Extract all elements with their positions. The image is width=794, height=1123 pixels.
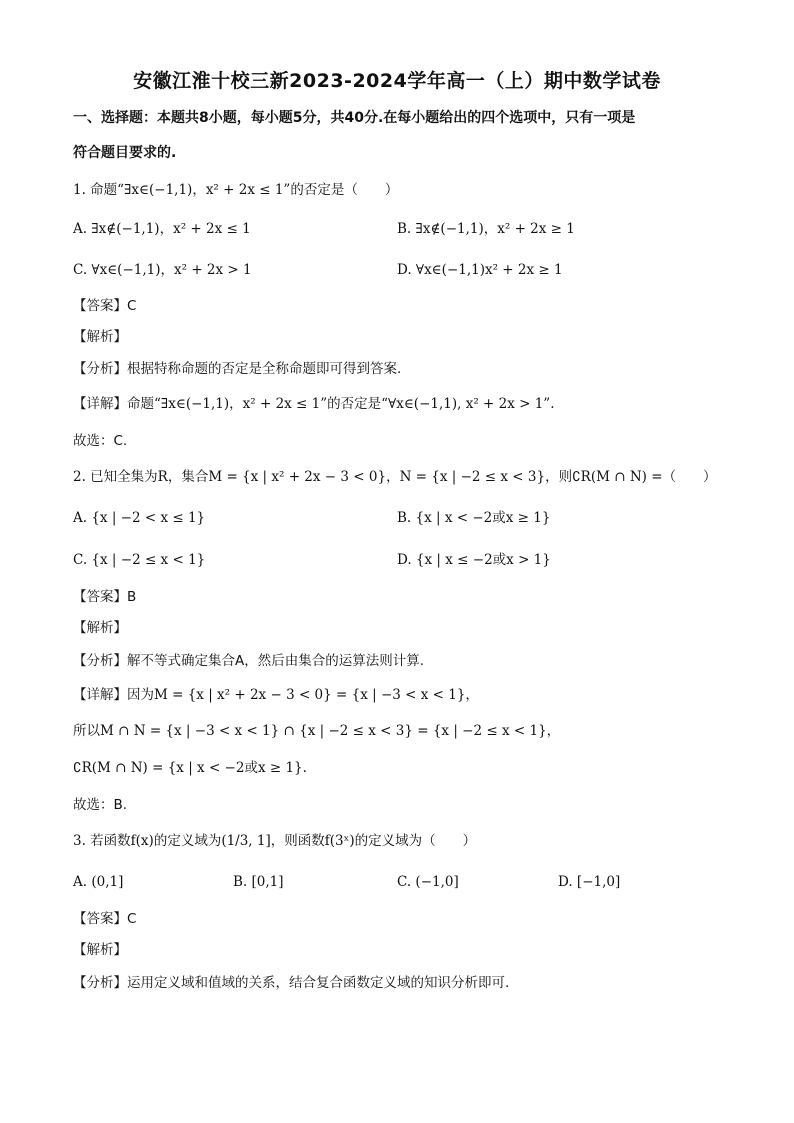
question-3-option-d: D. [−1,0] [558, 874, 621, 890]
question-2-stem: 2. 已知全集为R，集合M = {x | x² + 2x − 3 < 0}，N = {x | −2 ≤ x < 3}，则∁R(M ∩ N) =（ ） [73, 469, 717, 485]
question-1-option-c: C. ∀x∈(−1,1)，x² + 2x > 1 [73, 262, 252, 278]
question-3-option-b: B. [0,1] [233, 874, 284, 890]
question-2-option-c: C. {x | −2 ≤ x < 1} [73, 552, 206, 568]
question-1-analysis: 【分析】根据特称命题的否定是全称命题即可得到答案. [73, 361, 402, 377]
question-2-detail-2: 所以M ∩ N = {x | −3 < x < 1} ∩ {x | −2 ≤ x < 3} = {x | −2 ≤ x < 1}， [73, 723, 561, 739]
question-3-stem: 3. 若函数f(x)的定义域为(1/3, 1]，则函数f(3ˣ)的定义域为（ ） [73, 833, 477, 849]
question-1-choice: 故选：C. [73, 433, 128, 449]
question-3-option-a: A. (0,1] [73, 874, 124, 890]
section-heading-line1: 一、选择题：本题共8小题，每小题5分，共40分.在每小题给出的四个选项中，只有一项是 [73, 110, 636, 126]
question-3-answer: 【答案】C [73, 911, 137, 927]
question-2-choice: 故选：B. [73, 797, 128, 813]
question-2-analysis: 【分析】解不等式确定集合A，然后由集合的运算法则计算. [73, 653, 425, 669]
question-1-option-a: A. ∃x∉(−1,1)，x² + 2x ≤ 1 [73, 221, 251, 237]
question-1-jiexi: 【解析】 [73, 329, 127, 345]
question-2-detail-1: 【详解】因为M = {x | x² + 2x − 3 < 0} = {x | −3 < x < 1}， [73, 687, 479, 703]
question-2-option-b: B. {x | x < −2或x ≥ 1} [397, 510, 551, 526]
question-2-jiexi: 【解析】 [73, 620, 127, 636]
question-1-option-b: B. ∃x∉(−1,1)，x² + 2x ≥ 1 [397, 221, 575, 237]
question-3-analysis: 【分析】运用定义域和值域的关系，结合复合函数定义域的知识分析即可. [73, 975, 510, 991]
section-heading-line2: 符合题目要求的. [73, 145, 177, 161]
question-1-option-d: D. ∀x∈(−1,1)x² + 2x ≥ 1 [397, 262, 563, 278]
question-2-detail-3: ∁R(M ∩ N) = {x | x < −2或x ≥ 1}. [73, 760, 307, 776]
question-2-answer: 【答案】B [73, 589, 137, 605]
page-title: 安徽江淮十校三新2023-2024学年高一（上）期中数学试卷 [133, 70, 661, 92]
question-1-detail: 【详解】命题“∃x∈(−1,1)，x² + 2x ≤ 1”的否定是“∀x∈(−1,1), x² + 2x > 1”. [73, 396, 555, 412]
question-2-option-a: A. {x | −2 < x ≤ 1} [73, 510, 206, 526]
question-3-jiexi: 【解析】 [73, 942, 127, 958]
question-1-answer: 【答案】C [73, 298, 137, 314]
question-2-option-d: D. {x | x ≤ −2或x > 1} [397, 552, 551, 568]
question-1-stem: 1. 命题“∃x∈(−1,1)，x² + 2x ≤ 1”的否定是（ ） [73, 182, 399, 198]
question-3-option-c: C. (−1,0] [397, 874, 459, 890]
